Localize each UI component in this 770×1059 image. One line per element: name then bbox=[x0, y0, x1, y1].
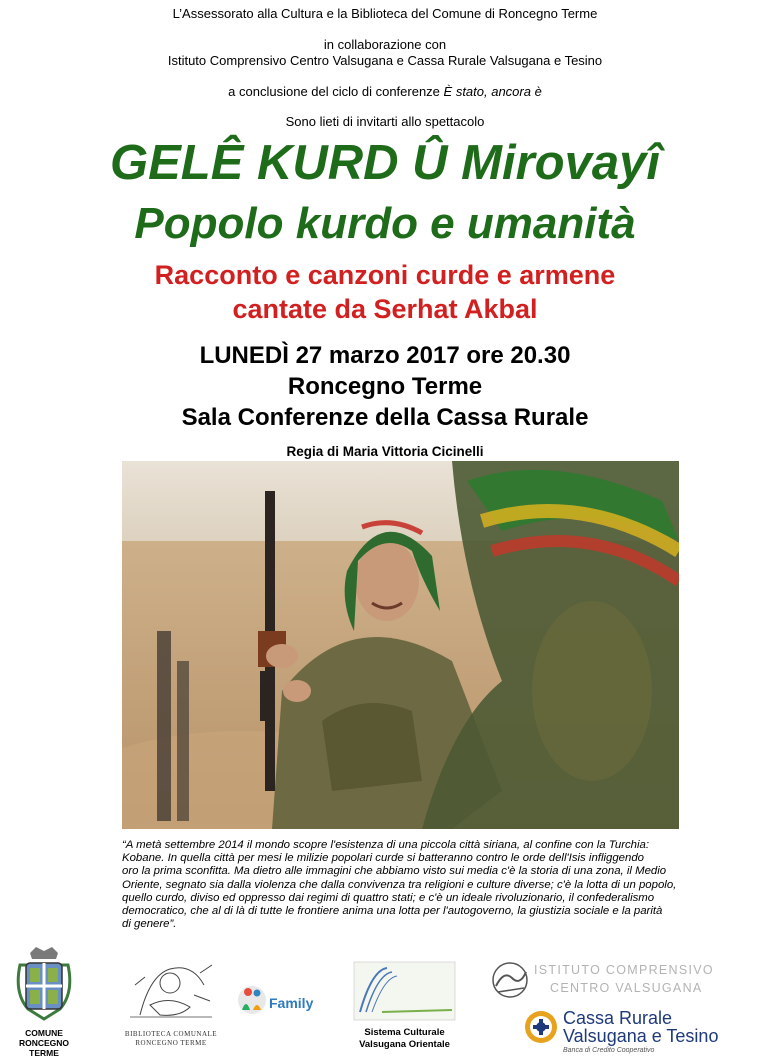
biblioteca-drawing-icon bbox=[120, 955, 222, 1025]
sistema-culturale-logo bbox=[352, 960, 457, 1052]
conference-cycle-prefix: a conclusione del ciclo di conferenze bbox=[228, 84, 444, 99]
event-date: LUNEDÌ 27 marzo 2017 ore 20.30 bbox=[199, 342, 571, 369]
coat-of-arms-icon bbox=[8, 943, 80, 1023]
title-italian: Popolo kurdo e umanità bbox=[134, 199, 636, 248]
quote-paragraph bbox=[122, 839, 692, 931]
cassa-rurale-graphic bbox=[521, 1005, 721, 1054]
sistema-caption-line-1: Sistema Culturale bbox=[364, 1027, 445, 1038]
event-venue: Sala Conferenze della Cassa Rurale bbox=[181, 404, 589, 431]
istituto-logo-graphic bbox=[488, 958, 736, 1000]
title-kurdish: GELÊ KURD Û Mirovayî bbox=[110, 136, 660, 190]
quote-line: democratico, che al di là di tutte le frontiere anima una lotta per l'autogoverno, la giustizia sociale e la parità bbox=[122, 905, 663, 918]
istituto-text-line-1: ISTITUTO COMPRENSIVO bbox=[534, 963, 714, 977]
biblioteca-logo bbox=[120, 955, 222, 1047]
comune-caption-line-2: RONCEGNO TERME bbox=[18, 1038, 70, 1058]
cassa-text-line-1: Cassa Rurale bbox=[563, 1008, 673, 1028]
kurdish-fighter-photo bbox=[122, 461, 679, 829]
subtitle-line-1: Racconto e canzoni curde e armene bbox=[154, 260, 616, 290]
family-logo-text: Family bbox=[269, 995, 314, 1011]
quote-line: quello curdo, diviso ed oppresso dai regimi di quattro stati; e c'è un ideale rivoluzionario, il confederalismo bbox=[122, 891, 655, 904]
sistema-culturale-icon bbox=[352, 960, 457, 1022]
event-place: Roncegno Terme bbox=[287, 373, 483, 400]
comune-caption-line-1: COMUNE bbox=[25, 1028, 63, 1038]
director-credit: Regia di Maria Vittoria Cicinelli bbox=[286, 444, 484, 459]
quote-line: “A metà settembre 2014 il mondo scopre l'esistenza di una piccola città siriana, al confine con la Turchia: bbox=[122, 839, 650, 851]
conference-cycle-name: È stato, ancora è bbox=[443, 84, 542, 99]
quote-line: di genere”. bbox=[122, 918, 177, 931]
biblioteca-caption-line-1: BIBLIOTECA COMUNALE bbox=[124, 1030, 218, 1038]
quote-line: oro la prima sconfitta. Ma dietro alle immagini che abbiamo visto sui media c'è la storia di una zona, il Medio bbox=[122, 865, 667, 878]
collaboration-label: in collaborazione con bbox=[323, 37, 447, 52]
biblioteca-caption-line-2: RONCEGNO TERME bbox=[135, 1039, 207, 1047]
quote-line: Oriente, segnato sia dalla violenza che dalla convivenza tra religioni e culture diverse; c'è la lotta di un popolo, bbox=[122, 878, 677, 891]
cassa-rurale-logo bbox=[521, 1005, 721, 1054]
sistema-caption-line-2: Valsugana Orientale bbox=[359, 1039, 450, 1050]
conference-cycle-line bbox=[0, 84, 770, 100]
invitation-line: Sono lieti di invitarti allo spettacolo bbox=[285, 114, 485, 129]
photo-illustration bbox=[122, 461, 679, 829]
cassa-text-line-2: Valsugana e Tesino bbox=[563, 1026, 719, 1046]
istituto-text-line-2: CENTRO VALSUGANA bbox=[550, 981, 703, 995]
organizer-line: L’Assessorato alla Cultura e la Biblioteca del Comune di Roncegno Terme bbox=[172, 6, 598, 21]
family-logo bbox=[236, 980, 318, 1022]
comune-logo bbox=[8, 943, 80, 1058]
subtitle-line-2: cantate da Serhat Akbal bbox=[232, 294, 538, 324]
cassa-text-line-3: Banca di Credito Cooperativo bbox=[563, 1047, 655, 1054]
quote-line: Kobane. In quella città per mesi le milizie popolari curde si batteranno contro le orde dell'Isis infliggendo bbox=[122, 852, 645, 865]
istituto-comprensivo-logo bbox=[488, 958, 736, 1000]
family-icon bbox=[236, 980, 318, 1022]
partners-line: Istituto Comprensivo Centro Valsugana e Cassa Rurale Valsugana e Tesino bbox=[167, 53, 603, 68]
